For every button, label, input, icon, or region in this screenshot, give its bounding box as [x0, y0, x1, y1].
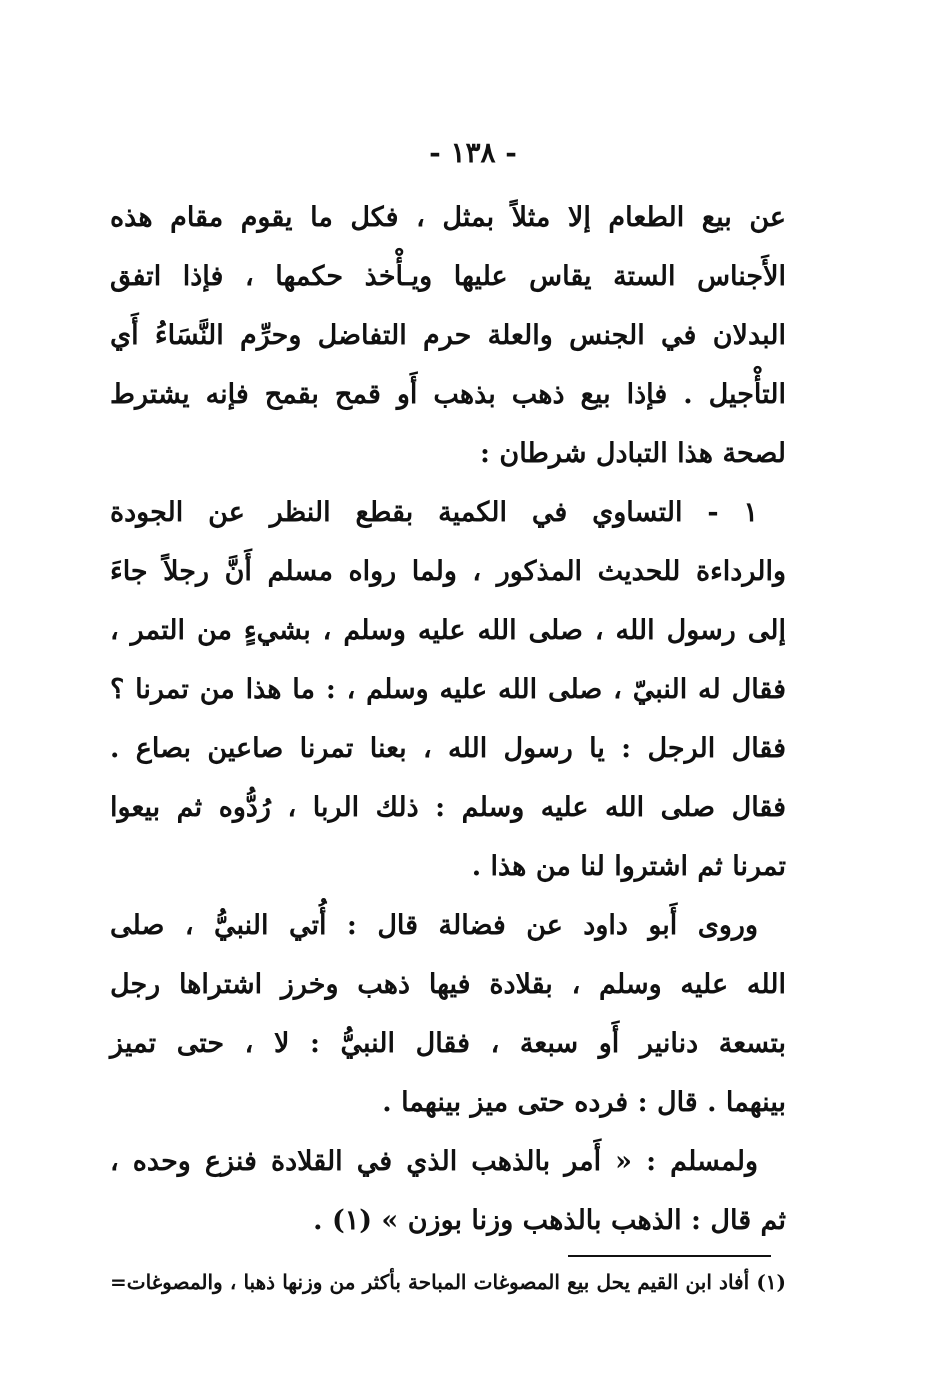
text-line: ١ - التساوي في الكمية بقطع النظر عن الجودة	[110, 497, 758, 528]
text-line: ثم قال : الذهب بالذهب وزنا بوزن » (١) .	[313, 1205, 786, 1236]
text-line: بينهما . قال : فرده حتى ميز بينهما .	[382, 1087, 786, 1118]
text-line: فقال الرجل : يا رسول الله ، بعنا تمرنا صاعين بصاع .	[110, 733, 786, 764]
text-line: تمرنا ثم اشتروا لنا من هذا .	[471, 851, 786, 882]
text-line: فقال صلى الله عليه وسلم : ذلك الربا ، رُدُّوه ثم بيعوا	[110, 792, 786, 823]
text-line: الله عليه وسلم ، بقلادة فيها ذهب وخرز اشتراها رجل	[110, 969, 786, 1000]
text-line: التأْجيل . فإذا بيع ذهب بذهب أَو قمح بقمح فإنه يشترط	[110, 379, 786, 410]
body-text	[110, 188, 786, 1250]
text-line: إلى رسول الله ، صلى الله عليه وسلم ، بشيءٍ من التمر ،	[110, 615, 786, 646]
text-line: الأَجناس الستة يقاس عليها ويـأْخذ حكمها ، فإذا اتفق	[110, 261, 786, 292]
footnote-separator	[568, 1255, 771, 1257]
page-number: - ١٣٨ -	[429, 136, 517, 169]
text-line: عن بيع الطعام إلا مثلاً بمثل ، فكل ما يقوم مقام هذه	[110, 202, 787, 233]
text-line: فقال له النبيّ ، صلى الله عليه وسلم ، : ما هذا من تمرنا ؟	[110, 674, 786, 705]
text-line: وروى أَبو داود عن فضالة قال : أُتي النبيُّ ، صلى	[110, 910, 758, 941]
text-line: والرداءة للحديث المذكور ، ولما رواه مسلم أَنَّ رجلاً جاءَ	[110, 556, 786, 587]
text-line: البدلان في الجنس والعلة حرم التفاضل وحرِّم النَّسَاءُ أَي	[110, 320, 786, 351]
text-line: لصحة هذا التبادل شرطان :	[480, 438, 786, 469]
footnote: (١) أفاد ابن القيم يحل بيع المصوغات المباحة بأكثر من وزنها ذهبا ، والمصوغات=	[110, 1270, 786, 1294]
text-line: بتسعة دنانير أَو سبعة ، فقال النبيُّ : لا ، حتى تميز	[110, 1028, 786, 1059]
text-line: ولمسلم : « أَمر بالذهب الذي في القلادة فنزع وحده ،	[110, 1146, 758, 1177]
